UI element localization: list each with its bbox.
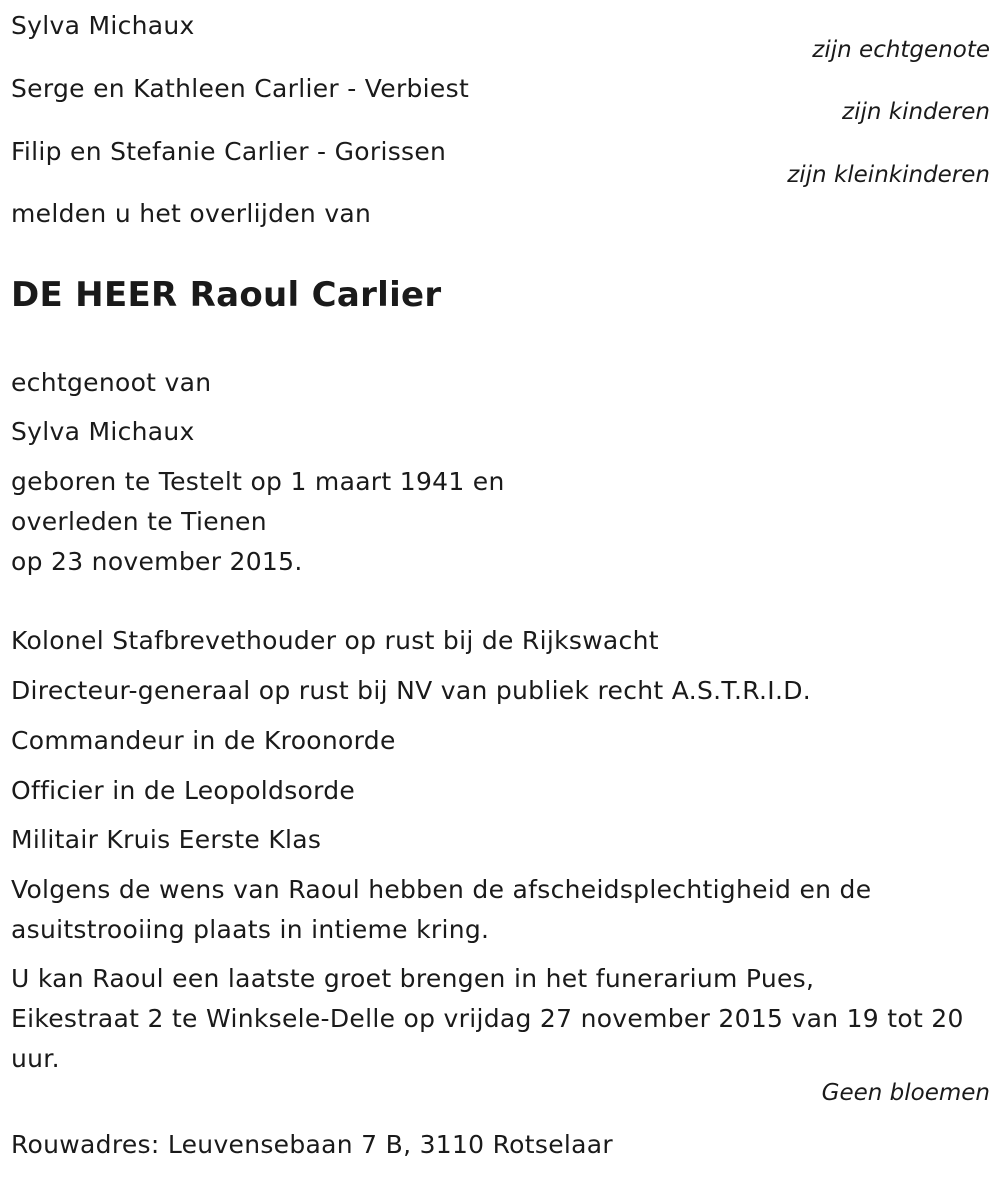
title-item: Militair Kruis Eerste Klas	[11, 825, 322, 854]
ceremony-paragraph	[11, 870, 871, 950]
family-name: Filip en Stefanie Carlier - Gorissen	[11, 137, 447, 166]
visitation-line: U kan Raoul een laatste groet brengen in het funerarium Pues,	[11, 964, 815, 993]
family-name: Serge en Kathleen Carlier - Verbiest	[11, 74, 470, 103]
family-name: Sylva Michaux	[11, 11, 195, 40]
birth-death-line: geboren te Testelt op 1 maart 1941 en	[11, 467, 505, 496]
birth-death-line: op 23 november 2015.	[11, 547, 303, 576]
no-flowers-note: Geen bloemen	[821, 1080, 990, 1106]
family-relation: zijn kleinkinderen	[787, 162, 990, 188]
spouse-label: echtgenoot van	[11, 368, 212, 397]
mourning-address: Rouwadres: Leuvensebaan 7 B, 3110 Rotselaar	[11, 1130, 613, 1159]
birth-death-line: overleden te Tienen	[11, 507, 267, 536]
title-item: Kolonel Stafbrevethouder op rust bij de Rijkswacht	[11, 626, 659, 655]
visitation-line: Eikestraat 2 te Winksele-Delle op vrijdag 27 november 2015 van 19 tot 20	[11, 1004, 964, 1033]
birth-death-info	[11, 462, 505, 582]
title-item: Commandeur in de Kroonorde	[11, 726, 396, 755]
visitation-line: uur.	[11, 1044, 60, 1073]
title-item: Directeur-generaal op rust bij NV van publiek recht A.S.T.R.I.D.	[11, 676, 811, 705]
intro-text: melden u het overlijden van	[11, 199, 372, 228]
ceremony-line: asuitstrooiing plaats in intieme kring.	[11, 915, 490, 944]
family-relation: zijn echtgenote	[812, 37, 990, 63]
visitation-paragraph	[11, 959, 964, 1079]
ceremony-line: Volgens de wens van Raoul hebben de afscheidsplechtigheid en de	[11, 875, 872, 904]
family-relation: zijn kinderen	[842, 99, 990, 125]
spouse-name: Sylva Michaux	[11, 417, 195, 446]
deceased-title: DE HEER Raoul Carlier	[11, 275, 442, 315]
title-item: Officier in de Leopoldsorde	[11, 776, 356, 805]
